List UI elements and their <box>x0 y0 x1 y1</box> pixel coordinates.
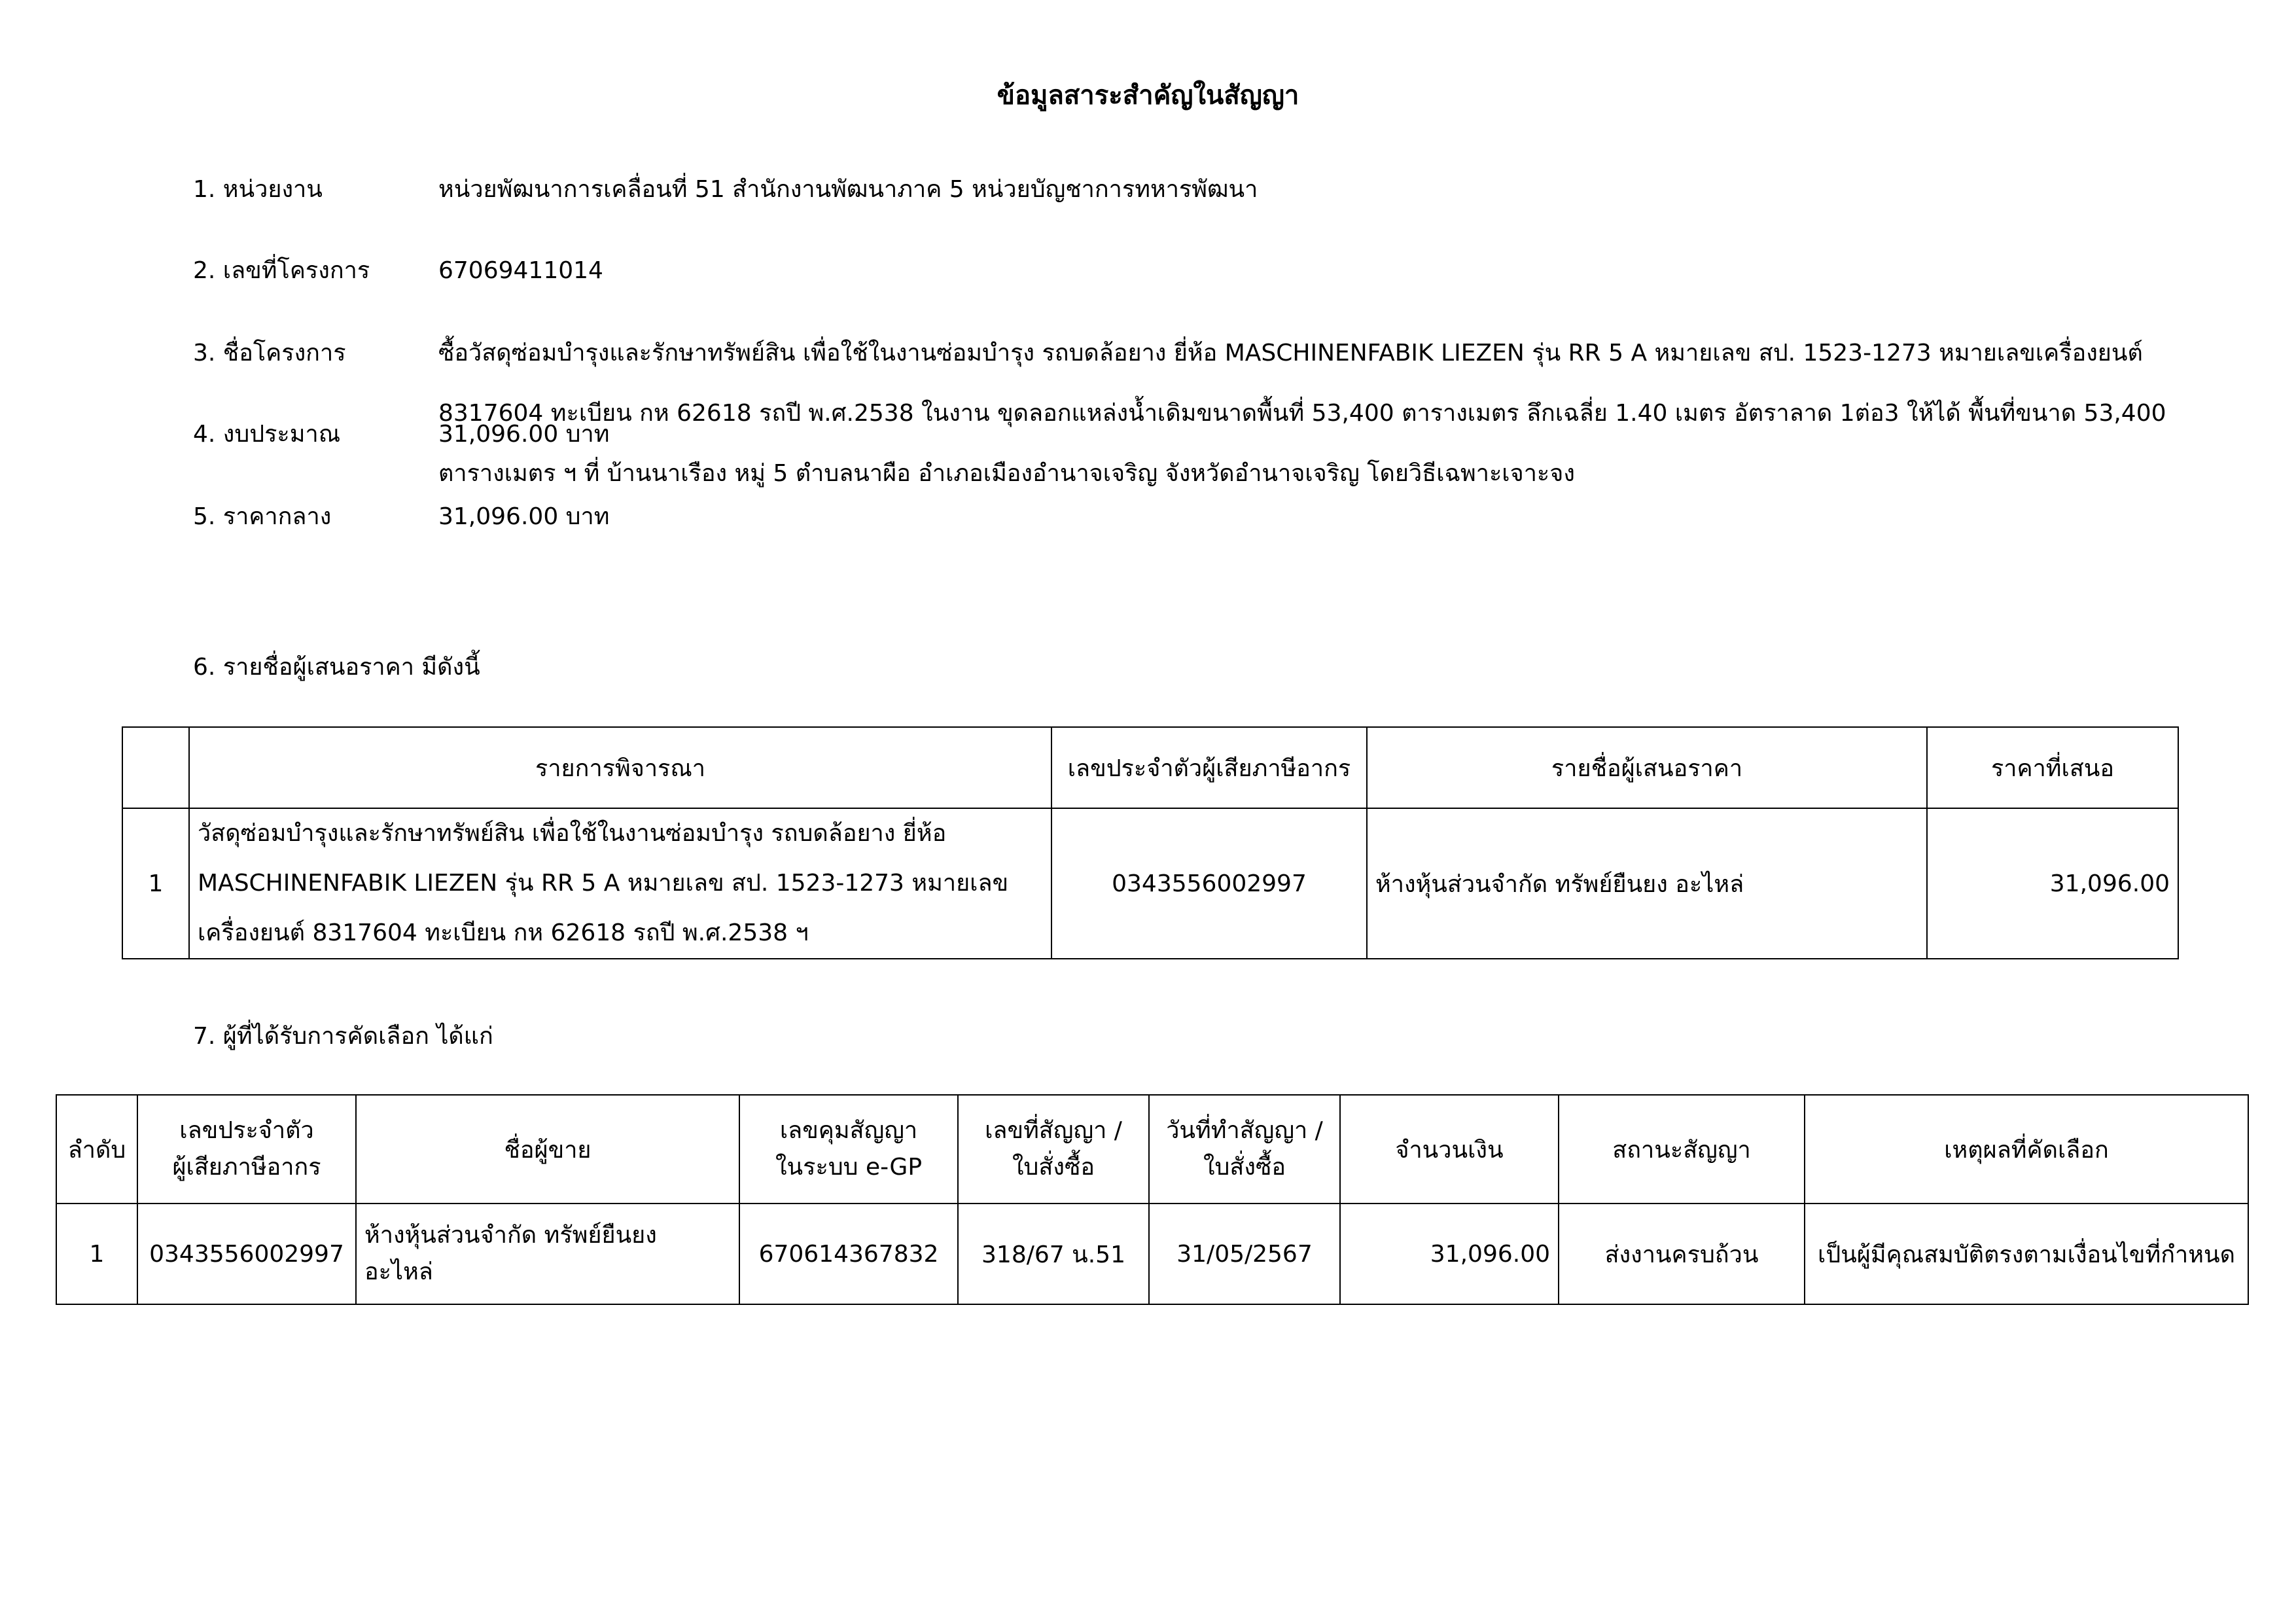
selected-row-contract-no: 318/67 น.51 <box>958 1204 1149 1304</box>
selected-row-seller: ห้างหุ้นส่วนจำกัด ทรัพย์ยืนยง อะไหล่ <box>356 1204 739 1304</box>
selected-header-tax-id <box>137 1095 356 1204</box>
bidders-header-row <box>122 727 2178 808</box>
selected-header-contract-date-line1: วันที่ทำสัญญา / <box>1166 1117 1323 1144</box>
bidders-header-tax-id: เลขประจำตัวผู้เสียภาษีอากร <box>1051 727 1367 808</box>
selected-header-contract-no-line2: ใบสั่งซื้อ <box>1012 1154 1095 1181</box>
agency-label: 1. หน่วยงาน <box>193 176 323 203</box>
document-title: ข้อมูลสาระสำคัญในสัญญา <box>997 80 1299 111</box>
selected-header-contract-no <box>958 1095 1149 1204</box>
selected-header-contract-no-line1: เลขที่สัญญา / <box>985 1117 1122 1144</box>
selected-row-contract-date: 31/05/2567 <box>1149 1204 1340 1304</box>
bidder-row-number: 1 <box>122 808 189 959</box>
selected-header-tax-id-line2: ผู้เสียภาษีอากร <box>172 1154 321 1181</box>
selected-section-label: 7. ผู้ที่ได้รับการคัดเลือก ได้แก่ <box>193 1023 493 1050</box>
median-price-value: 31,096.00 บาท <box>438 503 610 530</box>
budget-value: 31,096.00 บาท <box>438 421 610 448</box>
bidders-table <box>122 726 2179 959</box>
selected-row-reason: เป็นผู้มีคุณสมบัติตรงตามเงื่อนไขที่กำหนด <box>1805 1204 2248 1304</box>
selected-header-control-line1: เลขคุมสัญญา <box>779 1117 918 1144</box>
selected-header-contract-date-line2: ใบสั่งซื้อ <box>1203 1154 1286 1181</box>
selected-header-amount: จำนวนเงิน <box>1340 1095 1559 1204</box>
selected-header-contract-date <box>1149 1095 1340 1204</box>
selected-header-reason: เหตุผลที่คัดเลือก <box>1805 1095 2248 1204</box>
table-row <box>56 1204 2248 1304</box>
selected-header-status: สถานะสัญญา <box>1559 1095 1805 1204</box>
selected-header-row <box>56 1095 2248 1204</box>
selected-row-status: ส่งงานครบถ้วน <box>1559 1204 1805 1304</box>
budget-label: 4. งบประมาณ <box>193 421 341 448</box>
selected-header-control-line2: ในระบบ e-GP <box>775 1154 923 1181</box>
selected-row-number: 1 <box>56 1204 137 1304</box>
selected-row-amount: 31,096.00 <box>1340 1204 1559 1304</box>
bidders-header-bidder: รายชื่อผู้เสนอราคา <box>1367 727 1927 808</box>
table-row <box>122 808 2178 959</box>
selected-row-tax-id: 0343556002997 <box>137 1204 356 1304</box>
bidders-header-no <box>122 727 189 808</box>
bidder-row-name: ห้างหุ้นส่วนจำกัด ทรัพย์ยืนยง อะไหล่ <box>1367 808 1927 959</box>
selected-table <box>56 1094 2249 1305</box>
bidders-header-price: ราคาที่เสนอ <box>1927 727 2178 808</box>
selected-header-seller: ชื่อผู้ขาย <box>356 1095 739 1204</box>
agency-value: หน่วยพัฒนาการเคลื่อนที่ 51 สำนักงานพัฒนาภาค 5 หน่วยบัญชาการทหารพัฒนา <box>438 176 1258 203</box>
bidders-section-label: 6. รายชื่อผู้เสนอราคา มีดังนี้ <box>193 654 480 681</box>
selected-header-control-no <box>739 1095 958 1204</box>
selected-header-no: ลำดับ <box>56 1095 137 1204</box>
project-name-label: 3. ชื่อโครงการ <box>193 340 346 366</box>
project-number-label: 2. เลขที่โครงการ <box>193 257 370 284</box>
bidder-row-item: วัสดุซ่อมบำรุงและรักษาทรัพย์สิน เพื่อใช้ในงานซ่อมบำรุง รถบดล้อยาง ยี่ห้อ MASCHINENFABIK LIEZEN รุ่น RR 5 A หมายเลข สป. 1523-1273 หมายเลขเครื่องยนต์ 8317604 ทะเบียน กห 62618 รถปี พ.ศ.2538 ฯ <box>189 808 1051 959</box>
project-number-value: 67069411014 <box>438 257 603 284</box>
selected-row-control-no: 670614367832 <box>739 1204 958 1304</box>
bidders-header-item: รายการพิจารณา <box>189 727 1051 808</box>
bidder-row-tax-id: 0343556002997 <box>1051 808 1367 959</box>
project-name-value: ซื้อวัสดุซ่อมบำรุงและรักษาทรัพย์สิน เพื่อใช้ในงานซ่อมบำรุง รถบดล้อยาง ยี่ห้อ MASCHINENFABIK LIEZEN รุ่น RR 5 A หมายเลข สป. 1523-1273 หมายเลขเครื่องยนต์ 8317604 ทะเบียน กห 62618 รถปี พ.ศ.2538 ในงาน ขุดลอกแหล่งน้ำเดิมขนาดพื้นที่ 53,400 ตารางเมตร ลึกเฉลี่ย 1.40 เมตร อัตราลาด 1ต่อ3 ให้ได้ พื้นที่ขนาด 53,400 ตารางเมตร ฯ ที่ บ้านนาเรือง หมู่ 5 ตำบลนาผือ อำเภอเมืองอำนาจเจริญ จังหวัดอำนาจเจริญ โดยวิธีเฉพาะเจาะจง <box>438 340 2166 487</box>
median-price-label: 5. ราคากลาง <box>193 503 332 530</box>
selected-header-tax-id-line1: เลขประจำตัว <box>179 1117 314 1144</box>
bidder-row-price: 31,096.00 <box>1927 808 2178 959</box>
